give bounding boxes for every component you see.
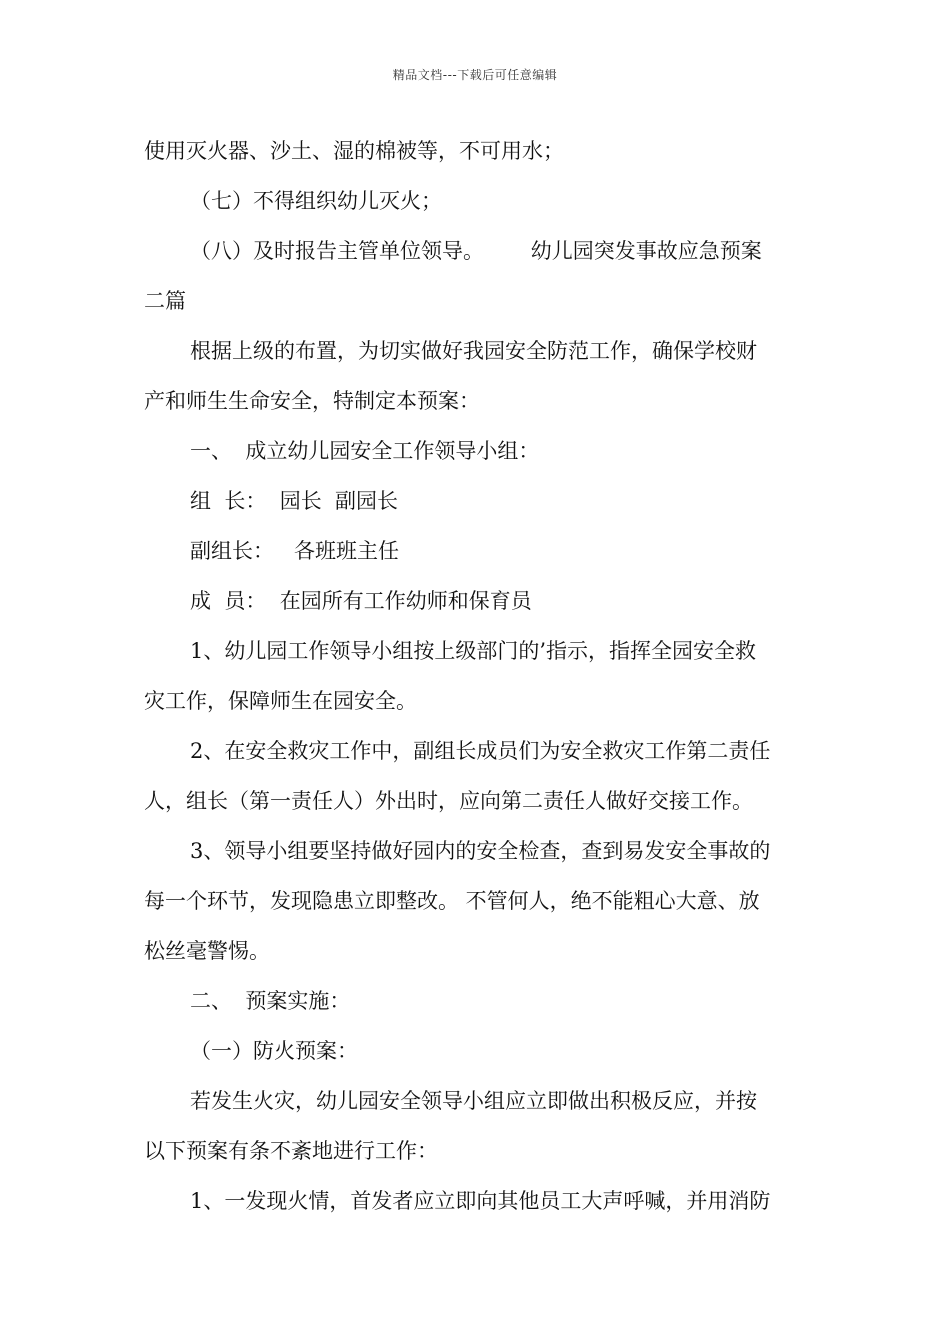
text-line: 灾工作，保障师生在园安全。 — [144, 689, 417, 713]
text-line: 以下预案有条不紊地进行工作： — [144, 1139, 438, 1163]
text-line: （七）不得组织幼儿灭火； — [190, 189, 442, 213]
text-line: 松丝毫警惕。 — [144, 939, 270, 963]
text-line: 产和师生生命安全，特制定本预案： — [144, 389, 480, 413]
text-line: 二、 预案实施： — [190, 989, 351, 1013]
text-line: 1、一发现火情，首发者应立即向其他员工大声呼喊，并用消防 — [190, 1189, 771, 1213]
page-header: 精品文档---下载后可任意编辑 — [392, 68, 558, 82]
text-line: 1、幼儿园工作领导小组按上级部门的’指示，指挥全园安全救 — [190, 639, 757, 663]
text-line: 成 员： 在园所有工作幼师和保育员 — [190, 589, 532, 613]
text-line: （八）及时报告主管单位领导。 幼儿园突发事故应急预案 — [190, 239, 762, 263]
document-body — [144, 126, 808, 1226]
text-line: 一、 成立幼儿园安全工作领导小组： — [190, 439, 540, 463]
text-line: 使用灭火器、沙土、湿的棉被等，不可用水； — [144, 139, 564, 163]
text-line: 每一个环节，发现隐患立即整改。 不管何人，绝不能粗心大意、放 — [144, 889, 760, 913]
text-line: 组 长： 园长 副园长 — [190, 489, 399, 513]
text-line: 若发生火灾，幼儿园安全领导小组应立即做出积极反应，并按 — [190, 1089, 757, 1113]
text-line: 2、在安全救灾工作中，副组长成员们为安全救灾工作第二责任 — [190, 739, 771, 763]
text-line: 3、领导小组要坚持做好园内的安全检查，查到易发安全事故的 — [190, 839, 771, 863]
text-line: （一）防火预案： — [190, 1039, 358, 1063]
text-line: 副组长： 各班班主任 — [190, 539, 400, 563]
text-line: 人，组长（第一责任人）外出时，应向第二责任人做好交接工作。 — [144, 789, 753, 813]
text-line: 根据上级的布置，为切实做好我园安全防范工作，确保学校财 — [190, 339, 757, 363]
text-line: 二篇 — [144, 289, 186, 313]
